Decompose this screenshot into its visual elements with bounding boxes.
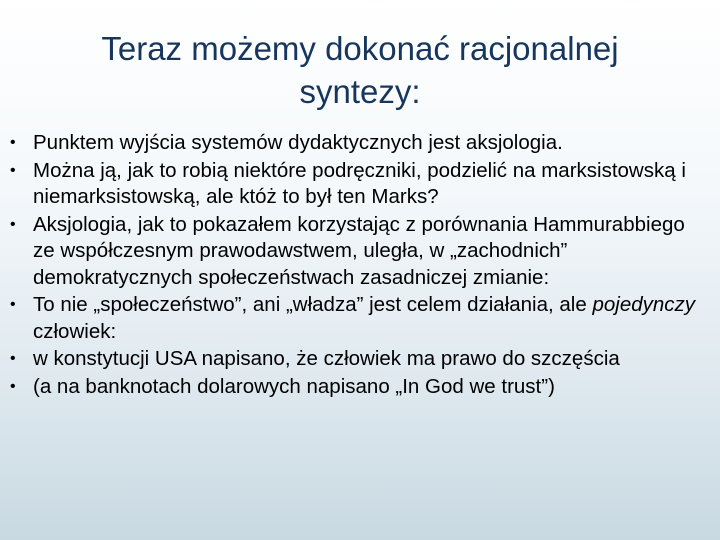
bullet-item-2	[10, 158, 710, 211]
bullet-icon: •	[10, 215, 16, 233]
bullet-item-1	[10, 130, 710, 157]
bullet-text: (a na banknotach dolarowych napisano „In God we trust”)	[33, 374, 555, 398]
slide-title: Teraz możemy dokonać racjonalnej syntezy:	[101, 30, 619, 110]
bullet-item-3	[10, 212, 710, 292]
bullet-icon: •	[10, 377, 16, 395]
bullet-item-4	[10, 292, 710, 345]
bullet-text	[33, 293, 695, 343]
bullet-list	[10, 130, 710, 401]
bullet-item-5	[10, 346, 710, 373]
bullet-text: Można ją, jak to robią niektóre podręczniki, podzielić na marksistowską i niemarksistowską, ale któż to był ten Marks?	[33, 158, 686, 208]
bullet-icon: •	[10, 161, 16, 179]
bullet-icon: •	[10, 296, 16, 313]
bullet-text: w konstytucji USA napisano, że człowiek ma prawo do szczęścia	[33, 347, 620, 370]
bullet-text-part: człowiek:	[33, 319, 117, 343]
bullet-text-italic: pojedynczy	[592, 293, 696, 316]
bullet-text: Aksjologia, jak to pokazałem korzystając z porównania Hammurabbiego ze współczesnym prawodawstwem, uległa, w „zachodnich” demokratycznych społeczeństwach zasadniczej zmianie:	[33, 212, 685, 289]
bullet-icon: •	[10, 134, 16, 151]
bullet-icon: •	[10, 350, 16, 367]
bullet-text-part: To nie „społeczeństwo”, ani „władza” jest celem działania, ale	[33, 293, 593, 316]
bullet-text: Punktem wyjścia systemów dydaktycznych jest aksjologia.	[33, 131, 563, 154]
bullet-item-6	[10, 374, 710, 401]
